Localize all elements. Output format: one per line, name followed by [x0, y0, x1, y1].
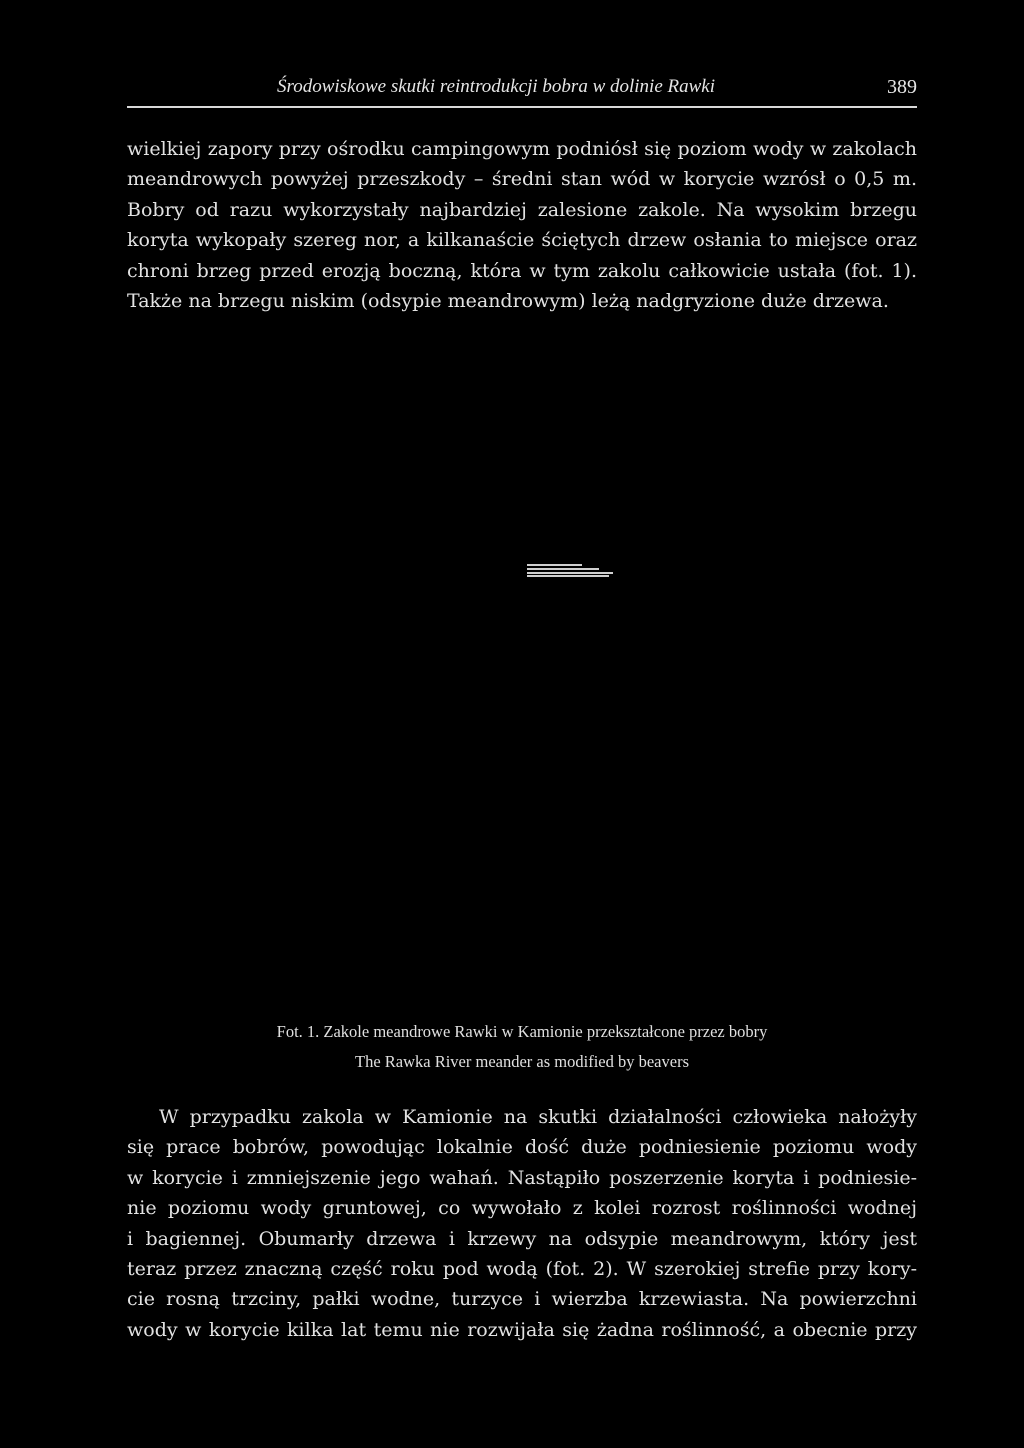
text-line: i bagiennej. Obumarły drzewa i krzewy na odsypie meandrowym, który jest [127, 1227, 917, 1250]
text-line: Także na brzegu niskim (odsypie meandrowym) leżą nadgryzione duże drzewa. [127, 290, 889, 313]
running-header [127, 76, 917, 102]
text-line: w korycie i zmniejszenie jego wahań. Nastąpiło poszerzenie koryta i podniesie- [127, 1166, 917, 1189]
text-line: teraz przez znaczną część roku pod wodą (fot. 2). W szerokiej strefie przy kory- [127, 1258, 917, 1281]
text-line: Bobry od razu wykorzystały najbardziej zalesione zakole. Na wysokim brzegu [127, 198, 917, 221]
figure-caption-polish: Fot. 1. Zakole meandrowe Rawki w Kamionie przekształcone przez bobry [276, 1022, 768, 1041]
text-line: cie rosną trzciny, pałki wodne, turzyce i wierzba krzewiasta. Na powierzchni [127, 1288, 917, 1311]
text-line: chroni brzeg przed erozją boczną, która w tym zakolu całkowicie ustała (fot. 1). [127, 259, 917, 282]
text-line: koryta wykopały szereg nor, a kilkanaście ściętych drzew osłania to miejsce oraz [127, 229, 917, 252]
text-line: wody w korycie kilka lat temu nie rozwijała się żadna roślinność, a obecnie przy [127, 1318, 917, 1341]
text-line: wielkiej zapory przy ośrodku campingowym podniósł się poziom wody w zakolach [127, 138, 917, 160]
photo-figure [127, 330, 917, 1000]
running-title: Środowiskowe skutki reintrodukcji bobra w dolinie Rawki [277, 76, 716, 97]
body-paragraph-1 [127, 134, 917, 316]
photo-artifact-marks [527, 562, 617, 582]
header-rule [127, 106, 917, 108]
text-line: się prace bobrów, powodując lokalnie dość duże podniesienie poziomu wody [127, 1136, 917, 1159]
page-number: 389 [887, 76, 917, 98]
text-line: meandrowych powyżej przeszkody – średni stan wód w korycie wzrósł o 0,5 m. [127, 168, 917, 191]
body-paragraph-2 [127, 1102, 917, 1345]
text-line: nie poziomu wody gruntowej, co wywołało z kolei rozrost roślinności wodnej [127, 1197, 917, 1220]
text-line: W przypadku zakola w Kamionie na skutki działalności człowieka nałożyły [159, 1106, 917, 1128]
figure-caption-english: The Rawka River meander as modified by beavers [354, 1052, 689, 1071]
